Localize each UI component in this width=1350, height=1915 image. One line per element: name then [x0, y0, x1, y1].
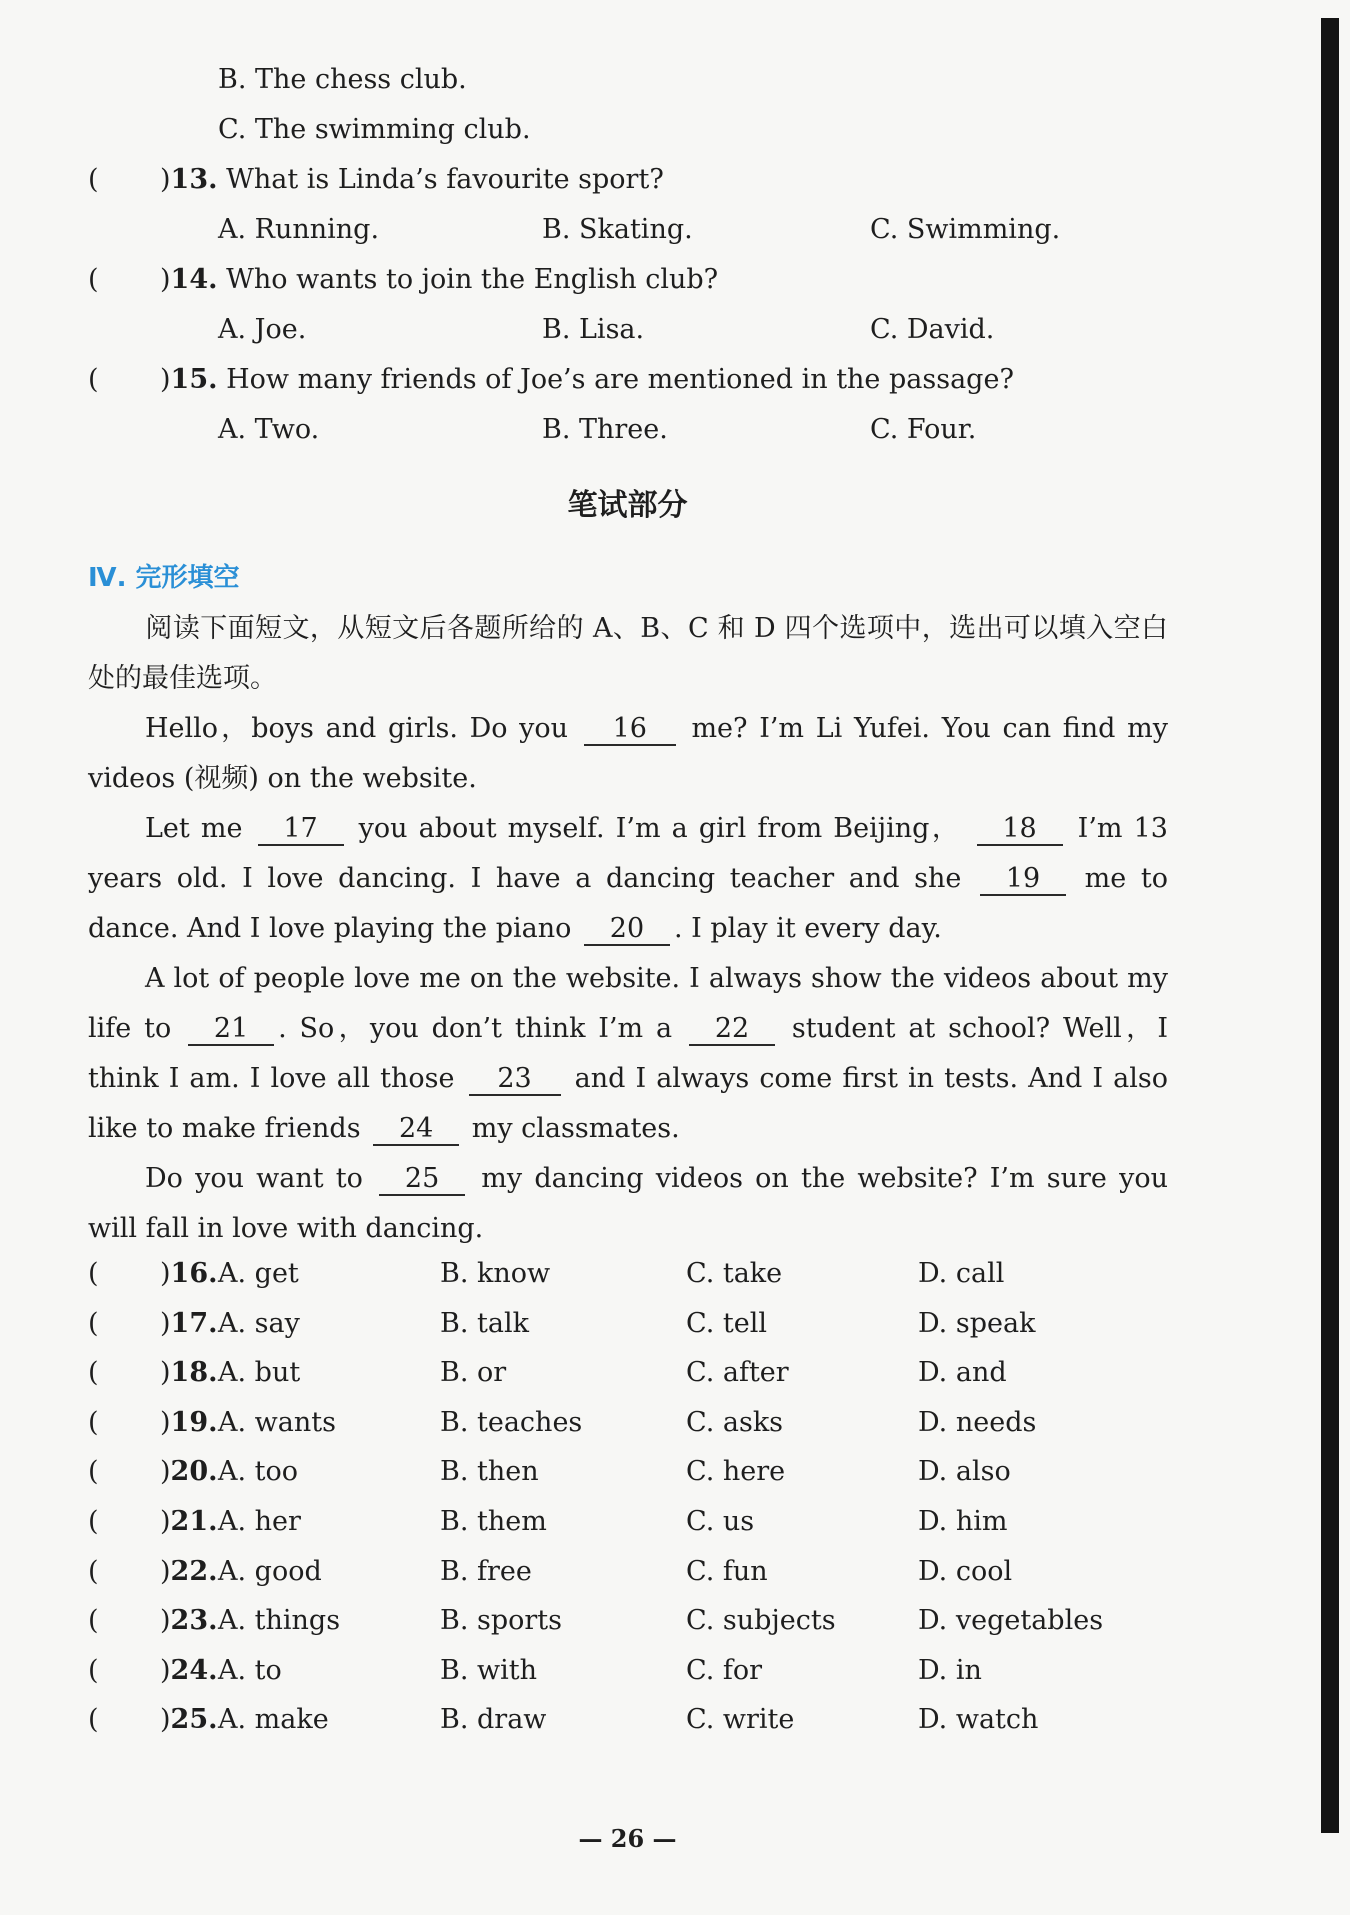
- answer-paren-open: (: [88, 364, 99, 395]
- question-number-text: 16.: [170, 1258, 218, 1289]
- q12-option-b: B. The chess club.: [218, 64, 467, 95]
- q14-option-a: A. Joe.: [218, 314, 307, 345]
- option-d: D. cool: [918, 1556, 1013, 1587]
- question-number: [160, 1651, 218, 1691]
- blank-22: 22: [689, 1014, 775, 1046]
- q14-option-c: C. David.: [870, 314, 995, 345]
- question-number-text: 20.: [170, 1456, 218, 1487]
- option-b: B. talk: [440, 1308, 529, 1339]
- answer-paren-open: (: [88, 164, 99, 195]
- option-d: D. and: [918, 1357, 1007, 1388]
- q15-option-c: C. Four.: [870, 414, 977, 445]
- question-number: [160, 1700, 218, 1740]
- option-b: B. sports: [440, 1605, 563, 1636]
- question-number: [160, 1403, 218, 1443]
- passage-text: and I always come first in tests. And I also like to make friends: [88, 1063, 1168, 1144]
- answer-paren-open: (: [88, 1605, 99, 1636]
- passage-text: me? I’m Li Yufei. You can find my videos (视频) on the website.: [88, 713, 1168, 794]
- answer-paren-open: (: [88, 1308, 99, 1339]
- option-c: C. here: [686, 1456, 786, 1487]
- passage-paragraph-2: [88, 804, 1168, 954]
- option-b: B. draw: [440, 1704, 547, 1735]
- option-a: A. too: [218, 1456, 299, 1487]
- blank-23: 23: [469, 1064, 561, 1096]
- option-b: B. then: [440, 1456, 539, 1487]
- question-number-text: 24.: [170, 1655, 218, 1686]
- answer-paren-open: (: [88, 1258, 99, 1289]
- question-number-text: 21.: [170, 1506, 218, 1537]
- page-number: — 26 —: [578, 1824, 677, 1853]
- q13-option-b: B. Skating.: [542, 214, 693, 245]
- question-number: [160, 1353, 218, 1393]
- option-d: D. speak: [918, 1308, 1036, 1339]
- option-a: A. her: [218, 1506, 301, 1537]
- paren-close: ): [160, 1605, 171, 1636]
- question-13: [160, 160, 664, 200]
- option-d: D. watch: [918, 1704, 1039, 1735]
- blank-18: 18: [977, 814, 1063, 846]
- passage-text: . I play it every day.: [673, 913, 942, 944]
- passage-text: A lot of people love me on the website. I always show the videos about my life to: [88, 963, 1168, 1044]
- paren-close: ): [160, 264, 171, 295]
- scan-edge-bar: [1321, 18, 1339, 1833]
- option-c: C. asks: [686, 1407, 784, 1438]
- passage-text: I’m 13 years old. I love dancing. I have a dancing teacher and she: [88, 813, 1168, 894]
- option-b: B. with: [440, 1655, 537, 1686]
- passage-paragraph-4: [88, 1154, 1168, 1254]
- question-number: [160, 1552, 218, 1592]
- question-number: [160, 1502, 218, 1542]
- passage-text: Hello，boys and girls. Do you: [145, 713, 569, 744]
- option-c: C. after: [686, 1357, 789, 1388]
- answer-paren-open: (: [88, 1704, 99, 1735]
- option-d: D. needs: [918, 1407, 1037, 1438]
- option-a: A. things: [218, 1605, 341, 1636]
- option-d: D. him: [918, 1506, 1008, 1537]
- passage-text: . So，you don’t think I’m a: [278, 1013, 673, 1044]
- passage-text: you about myself. I’m a girl from Beijing，: [358, 813, 962, 844]
- blank-19: 19: [980, 864, 1066, 896]
- question-text: What is Linda’s favourite sport?: [226, 164, 664, 195]
- question-15: [160, 360, 1014, 400]
- question-number-text: 17.: [170, 1308, 218, 1339]
- blank-24: 24: [373, 1114, 459, 1146]
- option-d: D. vegetables: [918, 1605, 1104, 1636]
- passage-text: Let me: [145, 813, 243, 844]
- q13-option-c: C. Swimming.: [870, 214, 1061, 245]
- option-a: A. but: [218, 1357, 301, 1388]
- passage-text: student at school? Well，I think I am. I love all those: [88, 1013, 1169, 1094]
- option-b: B. know: [440, 1258, 551, 1289]
- option-d: D. also: [918, 1456, 1011, 1487]
- option-c: C. take: [686, 1258, 783, 1289]
- question-number: [160, 1452, 218, 1492]
- paren-close: ): [160, 1556, 171, 1587]
- paren-close: ): [160, 364, 171, 395]
- section-title: 笔试部分: [567, 488, 688, 523]
- option-a: A. get: [218, 1258, 299, 1289]
- option-d: D. call: [918, 1258, 1005, 1289]
- answer-paren-open: (: [88, 1357, 99, 1388]
- option-b: B. them: [440, 1506, 547, 1537]
- option-a: A. good: [218, 1556, 322, 1587]
- option-a: A. make: [218, 1704, 329, 1735]
- answer-paren-open: (: [88, 1407, 99, 1438]
- option-b: B. free: [440, 1556, 532, 1587]
- option-b: B. teaches: [440, 1407, 583, 1438]
- paren-close: ): [160, 1407, 171, 1438]
- paren-close: ): [160, 1655, 171, 1686]
- question-number: [160, 1601, 218, 1641]
- part-heading: Ⅳ. 完形填空: [88, 563, 240, 593]
- paren-close: ): [160, 1357, 171, 1388]
- question-number: 15.: [170, 364, 218, 395]
- answer-paren-open: (: [88, 1556, 99, 1587]
- paren-close: ): [160, 164, 171, 195]
- answer-paren-open: (: [88, 1506, 99, 1537]
- option-a: A. say: [218, 1308, 300, 1339]
- option-a: A. wants: [218, 1407, 336, 1438]
- q12-option-c: C. The swimming club.: [218, 114, 531, 145]
- instructions-text: 阅读下面短文，从短文后各题所给的 A、B、C 和 D 四个选项中，选出可以填入空白处的最佳选项。: [88, 613, 1168, 694]
- question-number-text: 23.: [170, 1605, 218, 1636]
- option-d: D. in: [918, 1655, 982, 1686]
- paren-close: ): [160, 1456, 171, 1487]
- q15-option-b: B. Three.: [542, 414, 668, 445]
- passage-text: my classmates.: [471, 1113, 680, 1144]
- paren-close: ): [160, 1308, 171, 1339]
- q14-option-b: B. Lisa.: [542, 314, 645, 345]
- blank-21: 21: [188, 1014, 274, 1046]
- passage-text: Do you want to: [145, 1163, 363, 1194]
- paren-close: ): [160, 1258, 171, 1289]
- passage-paragraph-3: [88, 954, 1168, 1154]
- q15-option-a: A. Two.: [218, 414, 320, 445]
- answer-paren-open: (: [88, 1456, 99, 1487]
- option-c: C. for: [686, 1655, 763, 1686]
- q13-option-a: A. Running.: [218, 214, 380, 245]
- question-number: 13.: [170, 164, 218, 195]
- answer-paren-open: (: [88, 1655, 99, 1686]
- option-c: C. fun: [686, 1556, 768, 1587]
- passage-text: me to dance. And I love playing the piano: [88, 863, 1168, 944]
- question-text: Who wants to join the English club?: [226, 264, 719, 295]
- question-number-text: 25.: [170, 1704, 218, 1735]
- passage-text: my dancing videos on the website? I’m sure you will fall in love with dancing.: [88, 1163, 1168, 1244]
- question-number: 14.: [170, 264, 218, 295]
- blank-20: 20: [584, 914, 670, 946]
- question-14: [160, 260, 718, 300]
- paren-close: ): [160, 1704, 171, 1735]
- question-number: [160, 1304, 218, 1344]
- instructions: [88, 604, 1168, 704]
- option-a: A. to: [218, 1655, 282, 1686]
- option-c: C. us: [686, 1506, 755, 1537]
- question-number: [160, 1254, 218, 1294]
- question-number-text: 18.: [170, 1357, 218, 1388]
- option-c: C. tell: [686, 1308, 767, 1339]
- paren-close: ): [160, 1506, 171, 1537]
- question-number-text: 22.: [170, 1556, 218, 1587]
- blank-25: 25: [379, 1164, 465, 1196]
- blank-16: 16: [584, 714, 676, 746]
- answer-paren-open: (: [88, 264, 99, 295]
- option-c: C. write: [686, 1704, 795, 1735]
- blank-17: 17: [258, 814, 344, 846]
- option-c: C. subjects: [686, 1605, 836, 1636]
- option-b: B. or: [440, 1357, 507, 1388]
- question-text: How many friends of Joe’s are mentioned in the passage?: [226, 364, 1014, 395]
- question-number-text: 19.: [170, 1407, 218, 1438]
- passage-paragraph-1: [88, 704, 1168, 804]
